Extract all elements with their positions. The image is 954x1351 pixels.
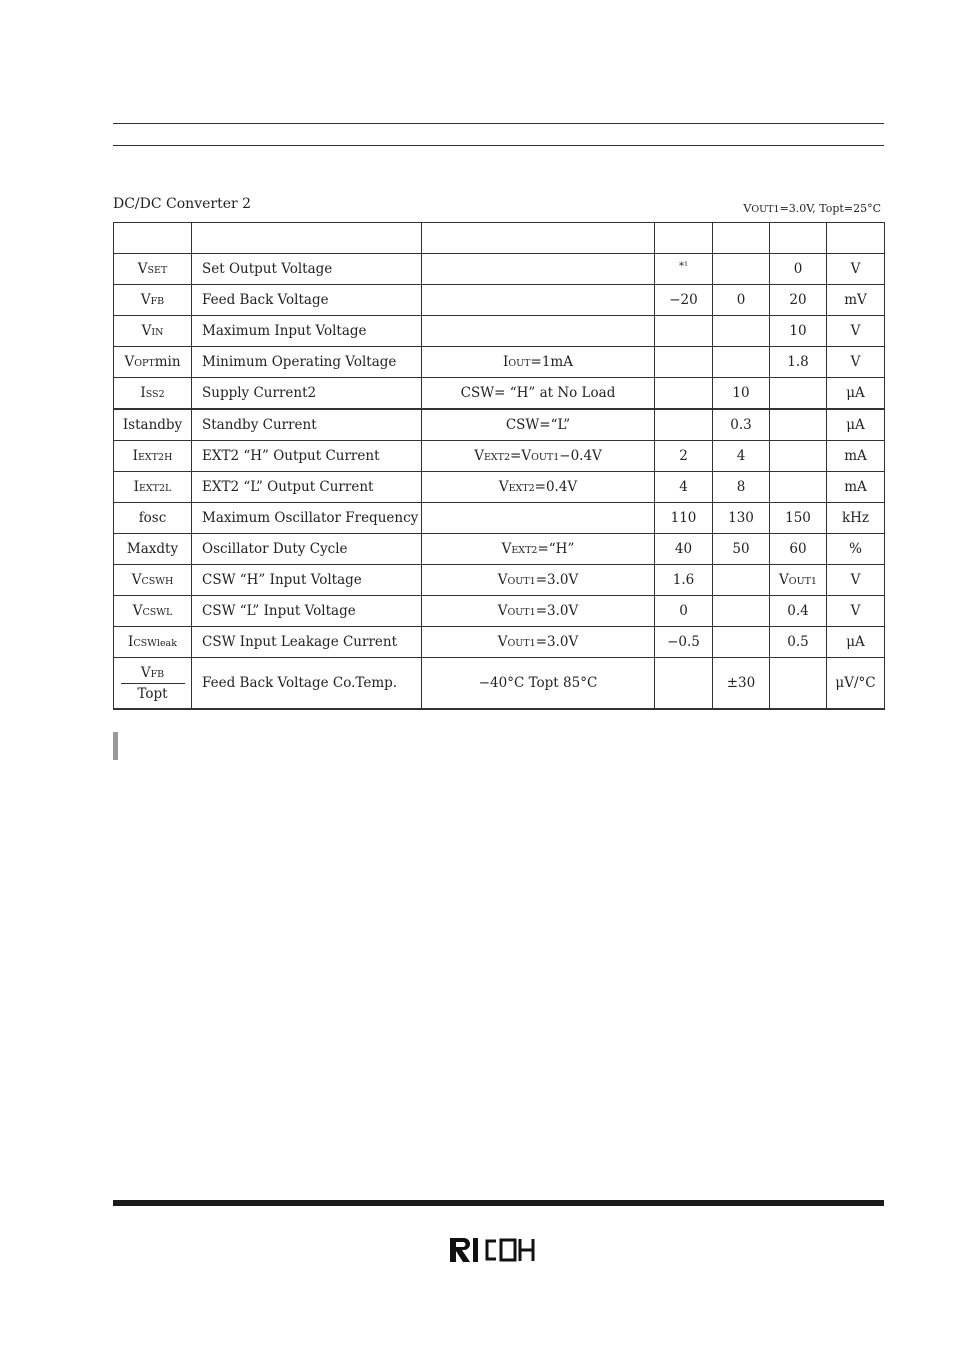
max-value: 0.5 <box>787 634 809 650</box>
cell-item <box>192 596 422 627</box>
symbol-subscript: SS2 <box>145 389 165 400</box>
cell-item <box>192 565 422 596</box>
cell-conditions <box>422 347 655 378</box>
table-row <box>114 409 885 441</box>
cell-max <box>770 409 827 441</box>
symbol-subscript: FB <box>150 296 165 307</box>
cell-symbol <box>114 534 192 565</box>
typ-value: 50 <box>732 541 750 557</box>
min-value: −20 <box>669 292 698 308</box>
unit-text: V <box>850 354 861 370</box>
cell-typ <box>713 503 770 534</box>
table-row <box>114 503 885 534</box>
cell-item <box>192 503 422 534</box>
cell-conditions <box>422 658 655 710</box>
section-title: DC/DC Converter 2 <box>113 196 252 212</box>
symbol-subscript: CSWH <box>141 576 174 587</box>
unit-text: kHz <box>841 510 870 526</box>
symbol-subscript: CSWleak <box>133 638 177 649</box>
cell-typ <box>713 378 770 410</box>
spec-table <box>113 222 885 710</box>
table-row <box>114 627 885 658</box>
cell-typ <box>713 565 770 596</box>
table-row <box>114 441 885 472</box>
cell-max <box>770 347 827 378</box>
max-value: 10 <box>789 323 807 339</box>
table-row <box>114 378 885 410</box>
unit-text: V <box>850 261 861 277</box>
typ-value: 0 <box>736 292 746 308</box>
cell-symbol <box>114 285 192 316</box>
cell-min <box>655 285 713 316</box>
symbol-text: V <box>124 354 135 370</box>
item-text: Standby Current <box>202 417 317 433</box>
cell-item <box>192 285 422 316</box>
cell-max <box>770 378 827 410</box>
symbol-text: V <box>132 603 143 619</box>
header-symbol <box>114 223 192 254</box>
cell-max <box>770 316 827 347</box>
symbol-text: Istandby <box>122 417 183 433</box>
unit-text: μA <box>846 417 865 433</box>
condition-text: =V <box>510 448 532 464</box>
cell-min <box>655 254 713 285</box>
max-value: 20 <box>789 292 807 308</box>
symbol-text: V <box>140 292 151 308</box>
cell-typ <box>713 596 770 627</box>
unit-text: % <box>849 541 862 557</box>
cell-unit <box>827 658 885 710</box>
cell-conditions <box>422 254 655 285</box>
condition-text: CSW= “H” at No Load <box>460 385 616 401</box>
header-rule-bottom <box>113 145 884 146</box>
condition-text: =“H” <box>537 541 575 557</box>
table-row <box>114 658 885 710</box>
cell-item <box>192 658 422 710</box>
ricoh-logo <box>449 1236 549 1264</box>
condition-subscript: OUT1 <box>507 638 536 649</box>
cell-item <box>192 316 422 347</box>
condition-subscript: EXT2 <box>508 483 535 494</box>
condition-text: V <box>501 541 512 557</box>
cell-max <box>770 534 827 565</box>
cell-symbol <box>114 503 192 534</box>
cell-conditions <box>422 409 655 441</box>
cell-min <box>655 409 713 441</box>
cell-min <box>655 378 713 410</box>
cell-min <box>655 316 713 347</box>
symbol-text: V <box>137 261 148 277</box>
header-min <box>655 223 713 254</box>
cell-symbol <box>114 627 192 658</box>
cell-conditions <box>422 316 655 347</box>
symbol-text: I <box>140 385 146 401</box>
condition-text: V <box>497 572 508 588</box>
cell-unit <box>827 503 885 534</box>
header-typ <box>713 223 770 254</box>
cell-conditions <box>422 565 655 596</box>
fraction-numerator <box>121 665 185 684</box>
cell-min <box>655 441 713 472</box>
condition-text: V <box>498 479 509 495</box>
table-row <box>114 565 885 596</box>
symbol-subscript: FB <box>150 668 165 680</box>
cell-typ <box>713 658 770 710</box>
symbol-text: fosc <box>138 510 167 526</box>
cell-symbol <box>114 316 192 347</box>
cell-unit <box>827 534 885 565</box>
cell-unit <box>827 409 885 441</box>
condition-text: V <box>497 634 508 650</box>
cell-unit <box>827 596 885 627</box>
header-max <box>770 223 827 254</box>
cell-typ <box>713 409 770 441</box>
cell-min <box>655 472 713 503</box>
cell-conditions <box>422 627 655 658</box>
cell-min <box>655 534 713 565</box>
item-text: Maximum Input Voltage <box>202 323 367 339</box>
cell-max <box>770 658 827 710</box>
cell-symbol <box>114 378 192 410</box>
condition-subscript: OUT1 <box>507 607 536 618</box>
cell-unit <box>827 627 885 658</box>
cell-unit <box>827 378 885 410</box>
item-text: CSW “L” Input Voltage <box>202 603 356 619</box>
cell-unit <box>827 285 885 316</box>
symbol-suffix: min <box>154 354 181 370</box>
cell-max <box>770 565 827 596</box>
max-value: 1.8 <box>787 354 809 370</box>
min-value: *¹ <box>678 261 688 272</box>
symbol-text: I <box>133 479 139 495</box>
cell-conditions <box>422 285 655 316</box>
typ-value: 10 <box>732 385 750 401</box>
symbol-subscript: CSWL <box>142 607 173 618</box>
cell-max <box>770 596 827 627</box>
item-text: Supply Current2 <box>202 385 317 401</box>
condition-text: =3.0V <box>535 603 579 619</box>
unit-text: V <box>850 323 861 339</box>
item-text: CSW “H” Input Voltage <box>202 572 362 588</box>
header-unit <box>827 223 885 254</box>
condition-text: =0.4V <box>534 479 578 495</box>
table-row <box>114 534 885 565</box>
header-conditions <box>422 223 655 254</box>
condition-text: CSW=“L” <box>505 417 571 433</box>
cell-conditions <box>422 441 655 472</box>
item-text: Set Output Voltage <box>202 261 333 277</box>
cell-item <box>192 627 422 658</box>
cell-max <box>770 627 827 658</box>
symbol-text: V <box>140 664 151 681</box>
cell-unit <box>827 347 885 378</box>
cell-conditions <box>422 503 655 534</box>
condition-text: =3.0V <box>535 634 579 650</box>
footer-bar <box>113 1200 884 1206</box>
unit-text: μV/°C <box>835 675 876 691</box>
cell-typ <box>713 534 770 565</box>
condition-text: V <box>497 603 508 619</box>
cell-symbol <box>114 347 192 378</box>
item-text: Feed Back Voltage <box>202 292 329 308</box>
typ-value: 8 <box>736 479 746 495</box>
table-row <box>114 285 885 316</box>
unit-text: V <box>850 572 861 588</box>
symbol-text: I <box>128 634 134 650</box>
cell-typ <box>713 316 770 347</box>
typ-value: 130 <box>728 510 754 526</box>
cell-typ <box>713 472 770 503</box>
unit-text: mA <box>844 448 867 464</box>
table-row <box>114 254 885 285</box>
cell-typ <box>713 441 770 472</box>
max-value: 0 <box>793 261 803 277</box>
cell-item <box>192 441 422 472</box>
cell-min <box>655 627 713 658</box>
cell-typ <box>713 347 770 378</box>
cell-min <box>655 658 713 710</box>
table-row <box>114 316 885 347</box>
cell-max <box>770 441 827 472</box>
item-text: Maximum Oscillator Frequency <box>202 510 419 526</box>
cell-unit <box>827 472 885 503</box>
fraction-denominator: Topt <box>137 685 168 702</box>
symbol-text: V <box>141 323 152 339</box>
min-value: 4 <box>679 479 688 495</box>
cell-unit <box>827 441 885 472</box>
unit-text: V <box>850 603 861 619</box>
cell-unit <box>827 316 885 347</box>
cell-max <box>770 503 827 534</box>
table-row <box>114 347 885 378</box>
cell-conditions <box>422 596 655 627</box>
symbol-subscript: IN <box>151 327 164 338</box>
symbol-text: I <box>132 448 138 464</box>
condition-subscript: EXT2 <box>483 452 511 463</box>
max-subscript: OUT1 <box>788 576 817 587</box>
symbol-text: Maxdty <box>126 541 179 557</box>
unit-text: μA <box>846 385 865 401</box>
symbol-text: V <box>131 572 142 588</box>
symbol-subscript: EXT2H <box>137 452 173 463</box>
cell-item <box>192 472 422 503</box>
min-value: −0.5 <box>667 634 700 650</box>
cell-symbol <box>114 409 192 441</box>
cell-item <box>192 254 422 285</box>
cell-min <box>655 503 713 534</box>
item-text: EXT2 “H” Output Current <box>202 448 380 464</box>
cell-unit <box>827 254 885 285</box>
condition-text: V <box>474 448 484 464</box>
unit-text: mA <box>844 479 867 495</box>
cell-symbol <box>114 472 192 503</box>
condition-subscript: OUT <box>508 358 531 369</box>
cell-conditions <box>422 472 655 503</box>
table-row <box>114 472 885 503</box>
symbol-subscript: EXT2L <box>138 483 172 494</box>
cell-item <box>192 534 422 565</box>
typ-value: 4 <box>736 448 746 464</box>
cell-min <box>655 565 713 596</box>
symbol-subscript: OPT <box>134 358 155 369</box>
max-value: 0.4 <box>787 603 809 619</box>
cell-typ <box>713 285 770 316</box>
condition-text: −0.4V <box>559 448 602 464</box>
cell-symbol <box>114 596 192 627</box>
header-item <box>192 223 422 254</box>
min-value: 2 <box>679 448 688 464</box>
table-header-row <box>114 223 885 254</box>
cell-max <box>770 472 827 503</box>
cell-symbol <box>114 565 192 596</box>
symbol-subscript: SET <box>147 265 168 276</box>
condition-text: =3.0V <box>535 572 579 588</box>
table-row <box>114 596 885 627</box>
cell-min <box>655 596 713 627</box>
condition-subscript: EXT2 <box>511 545 538 556</box>
unit-text: mV <box>844 292 867 308</box>
test-conditions: VOUT1=3.0V, Topt=25°C <box>743 202 881 215</box>
cell-item <box>192 409 422 441</box>
condition-subscript: OUT1 <box>507 576 536 587</box>
header-rule-top <box>113 123 884 124</box>
condition-text: −40°C Topt 85°C <box>478 675 598 691</box>
condition-subscript: OUT1 <box>531 452 560 463</box>
cell-symbol <box>114 254 192 285</box>
min-value: 110 <box>670 510 697 526</box>
min-value: 0 <box>679 603 688 619</box>
symbol-fraction <box>121 665 185 702</box>
item-text: EXT2 “L” Output Current <box>202 479 374 495</box>
condition-text: I <box>503 354 509 370</box>
cell-item <box>192 378 422 410</box>
typ-value: 0.3 <box>730 417 752 433</box>
cell-typ <box>713 254 770 285</box>
cell-symbol <box>114 658 192 710</box>
cell-symbol <box>114 441 192 472</box>
max-value: 60 <box>789 541 807 557</box>
max-value: 150 <box>785 510 811 526</box>
cell-conditions <box>422 378 655 410</box>
unit-text: μA <box>846 634 865 650</box>
item-text: CSW Input Leakage Current <box>202 634 398 650</box>
cell-conditions <box>422 534 655 565</box>
item-text: Oscillator Duty Cycle <box>202 541 348 557</box>
condition-text: =1mA <box>530 354 573 370</box>
cell-min <box>655 347 713 378</box>
cell-max <box>770 254 827 285</box>
cell-max <box>770 285 827 316</box>
item-text: Feed Back Voltage Co.Temp. <box>202 675 398 691</box>
cell-typ <box>713 627 770 658</box>
section-marker <box>113 732 118 760</box>
min-value: 40 <box>674 541 693 557</box>
typ-value: ±30 <box>726 675 756 691</box>
item-text: Minimum Operating Voltage <box>202 354 397 370</box>
max-value: V <box>779 572 789 588</box>
cell-unit <box>827 565 885 596</box>
min-value: 1.6 <box>672 572 695 588</box>
cell-item <box>192 347 422 378</box>
